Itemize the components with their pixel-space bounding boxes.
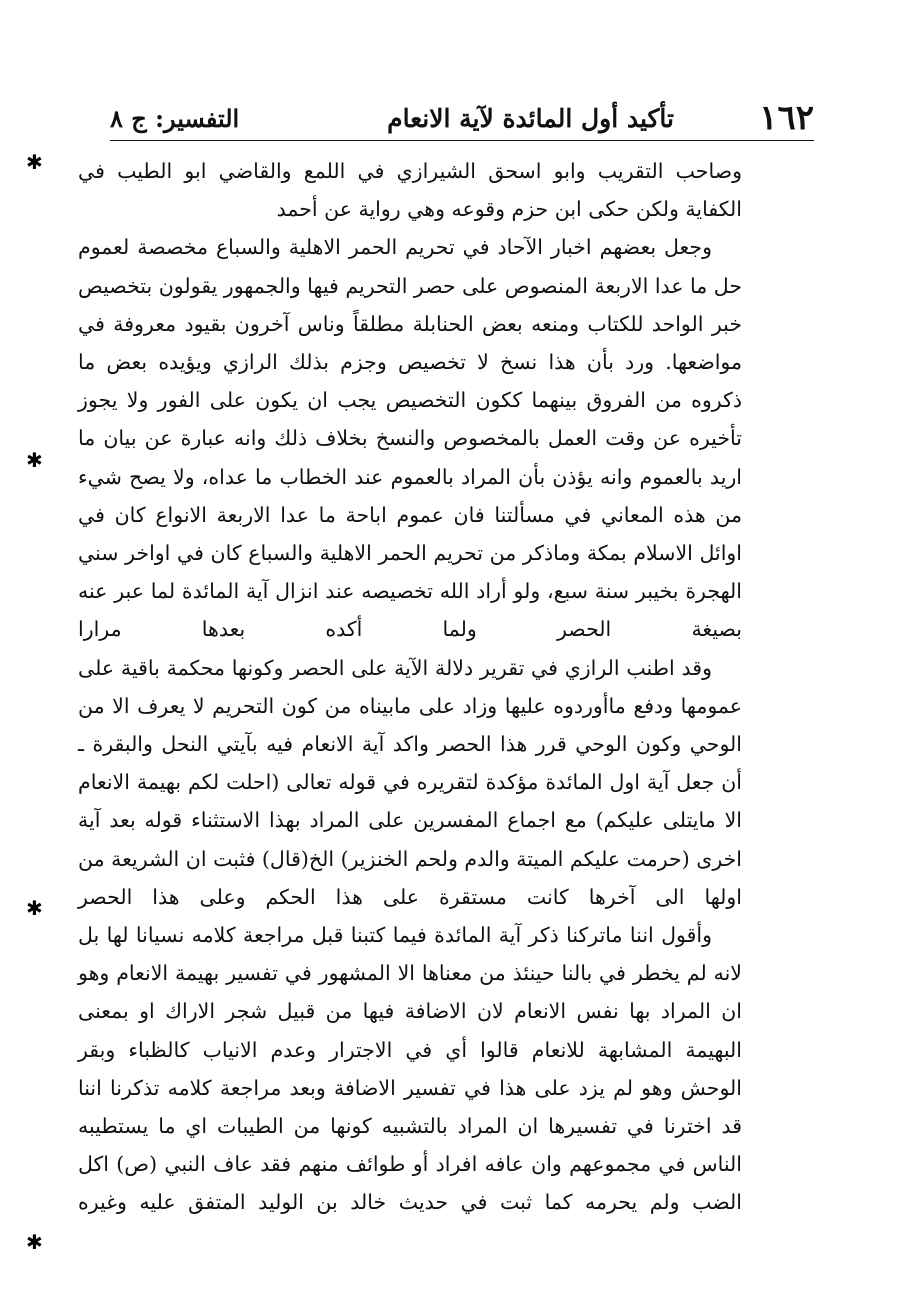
paragraph: وصاحب التقريب وابو اسحق الشيرازي في اللمع والقاضي ابو الطيب في الكفاية ولكن حكى ابن حزم وقوعه وهي رواية عن أحمد xyxy=(78,159,742,222)
book-reference: التفسير: ج ٨ xyxy=(110,104,240,133)
body-text xyxy=(78,152,742,1222)
asterisk-mark-icon: ✱ xyxy=(26,448,43,472)
paragraph: وجعل بعضهم اخبار الآحاد في تحريم الحمر الاهلية والسباع مخصصة لعموم حل ما عدا الاربعة المنصوص على حصر التحريم فيها والجمهور يقولون بتخصيص خبر الواحد للكتاب ومنعه بعض الحنابلة مطلقاً وناس آخرون بقيود معروفة في مواضعها. ورد بأن هذا نسخ لا تخصيص وجزم بذلك الرازي ويؤيده بعض ما ذكروه من الفروق بينهما ككون التخصيص يجب ان يكون على الفور ولا يجوز تأخيره عن وقت العمل بالمخصوص والنسخ بخلاف ذلك وانه عبارة عن بيان ما اريد بالعموم وانه يؤذن بأن المراد بالعموم عند الخطاب ما عداه، ولا يصح شيء من هذه المعاني في مسألتنا فان عموم اباحة ما عدا الاربعة الانواع كان في اوائل الاسلام بمكة وماذكر من تحريم الحمر الاهلية والسباع كان في اواخر سني الهجرة بخيبر سنة سبع، ولو أراد الله تخصيصه عند انزال آية المائدة لما عبر عنه بصيغة الحصر ولما أكده بعدها مرارا xyxy=(78,235,742,642)
asterisk-mark-icon: ✱ xyxy=(26,150,43,174)
asterisk-mark-icon: ✱ xyxy=(26,1230,43,1254)
asterisk-mark-icon: ✱ xyxy=(26,896,43,920)
paragraph: وأقول اننا ماتركنا ذكر آية المائدة فيما كتبنا قبل مراجعة كلامه نسيانا لها بل لانه لم يخطر في بالنا حينئذ من معناها الا المشهور في تفسير بهيمة الانعام وهو ان المراد بها نفس الانعام لان الاضافة فيها من قبيل شجر الاراك او بمعنى البهيمة المشابهة للانعام قالوا أي في الاجترار وعدم الانياب كالظباء وبقر الوحش وهو لم يزد على هذا في تفسير الاضافة وبعد مراجعة كلامه تذكرنا اننا قد اخترنا في تفسيرها ان المراد بالتشبيه كونها من الطيبات اي ما يستطيبه الناس في مجموعهم وان عافه افراد أو طوائف منهم فقد عاف النبي (ص) اكل الضب ولم يحرمه كما ثبت في حديث خالد بن الوليد المتفق عليه وغيره xyxy=(78,923,742,1215)
page-header xyxy=(110,96,814,141)
paragraph: وقد اطنب الرازي في تقرير دلالة الآية على الحصر وكونها محكمة باقية على عمومها ودفع ماأوردوه عليها وزاد على مابيناه من كون التحريم لا يعرف الا من الوحي وكون الوحي قرر هذا الحصر واكد آية الانعام فيه بآيتي النحل والبقرة ـ أن جعل آية اول المائدة مؤكدة لتقريره في قوله تعالى (احلت لكم بهيمة الانعام الا مايتلى عليكم) مع اجماع المفسرين على المراد بهذا الاستثناء قوله بعد آية اخرى (حرمت عليكم الميتة والدم ولحم الخنزير) الخ(قال) فثبت ان الشريعة من اولها الى آخرها كانت مستقرة على هذا الحكم وعلى هذا الحصر xyxy=(78,655,742,909)
page-number: ١٦٢ xyxy=(759,98,814,138)
running-title: تأكيد أول المائدة لآية الانعام xyxy=(387,104,674,133)
